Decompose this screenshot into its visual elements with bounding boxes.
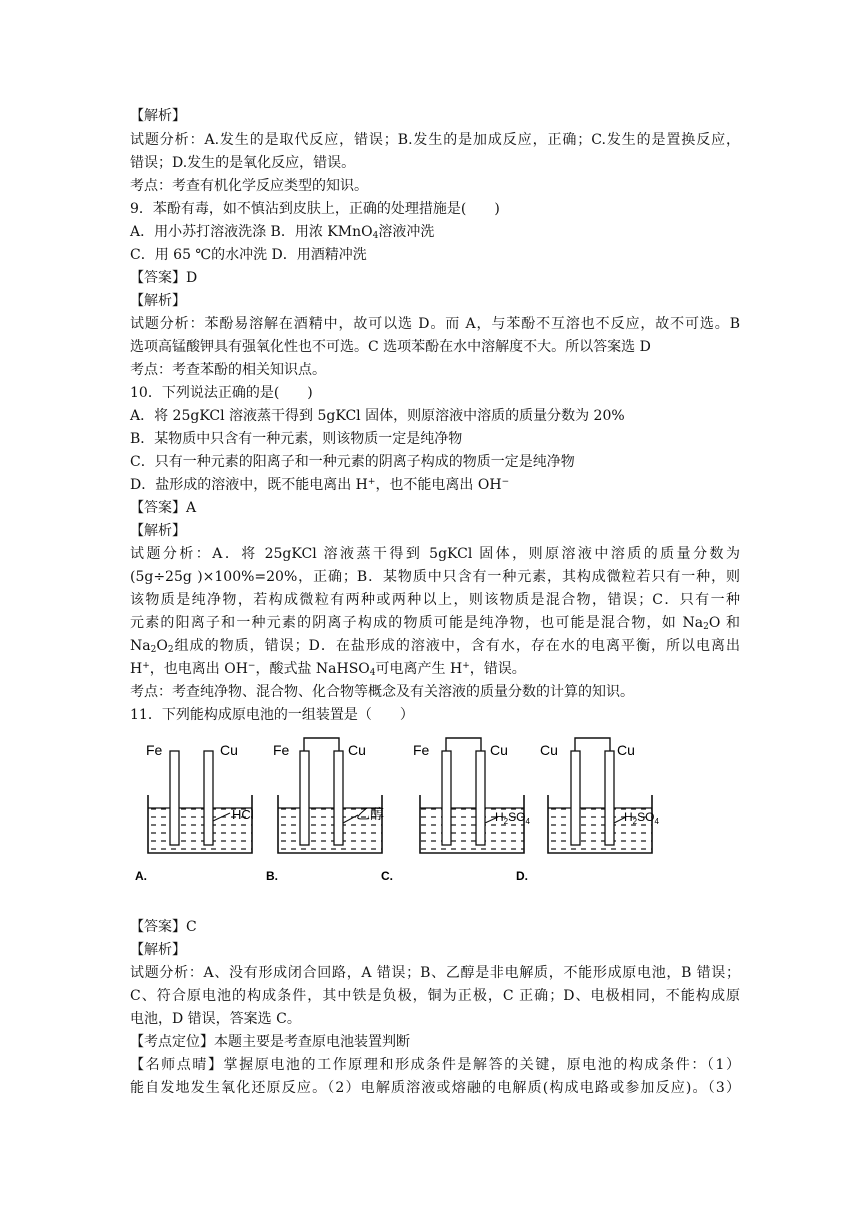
electrode-label-right: Cu [348,742,366,758]
solution-label: HCl [232,807,254,822]
electrode-left [442,751,451,845]
solution-label: $H_2SO_4$ [624,810,659,826]
analysis-text: 错误；D.发生的是氧化反应，错误。 [130,155,356,171]
electrode-right [334,751,343,845]
wire [446,738,481,751]
section-heading-analysis: 【解析】 [130,523,186,539]
analysis-text: 试题分析：A、没有形成闭合回路，A 错误；B、乙醇是非电解质，不能形成原电池，B 错误； [130,965,740,981]
question-9-stem: 9．苯酚有毒，如不慎沾到皮肤上，正确的处理措施是( ) [130,201,500,217]
knowledge-point: 考点：考查苯酚的相关知识点。 [130,362,326,378]
electrode-label-left: Fe [146,742,163,758]
exam-point-location: 【考点定位】本题主要是考查原电池装置判断 [130,1034,410,1050]
solution-label: 乙醇 [356,806,384,822]
option-label: C. [381,869,393,883]
electrode-label-right: Cu [617,742,635,758]
analysis-text: 试题分析：苯酚易溶解在酒精中，故可以选 D。而 A，与苯酚不互溶也不反应，故不可选。B [130,316,740,332]
question-10-option-a: A．将 25gKCl 溶液蒸干得到 5gKCl 固体，则原溶液中溶质的质量分数为 20% [130,408,625,424]
electrode-label-left: Fe [413,742,430,758]
analysis-text: (5g÷25g )×100%=20%，正确；B．某物质中只含有一种元素，其构成微粒若只有一种，则 [130,569,740,585]
apparatus-b [266,738,384,883]
electrode-left [170,751,179,845]
question-10-stem: 10．下列说法正确的是( ) [130,385,313,401]
option-label: B. [266,869,278,883]
apparatus-d [516,738,659,883]
electrode-right [476,751,485,845]
section-heading-analysis: 【解析】 [130,293,186,309]
electrode-label-left: Fe [273,742,290,758]
analysis-text: 该物质是纯净物，若构成微粒有两种或两种以上，则该物质是混合物，错误；C．只有一种 [130,592,740,608]
electrode-label-right: Cu [220,742,238,758]
wire [575,738,610,751]
teacher-comment: 【名师点晴】掌握原电池的工作原理和形成条件是解答的关键，原电池的构成条件：（1） [130,1057,740,1073]
teacher-comment: 能自发地发生氧化还原反应。（2）电解质溶液或熔融的电解质(构成电路或参加反应)。（3） [130,1080,740,1096]
answer-label: 【答案】A [130,500,197,516]
analysis-text: 元素的阳离子和一种元素的阴离子构成的物质可能是纯净物，也可能是混合物，如 $Na_2O$ 和 [130,615,740,632]
knowledge-point: 考点：考查有机化学反应类型的知识。 [130,178,368,194]
section-heading-analysis: 【解析】 [130,108,186,124]
electrode-label-left: Cu [540,742,558,758]
apparatus-c [381,738,530,883]
analysis-text: $Na_2O_2$组成的物质，错误；D．在盐形成的溶液中，含有水，存在水的电离平衡，所以电离出 [130,638,740,655]
galvanic-cell-figure [130,733,690,888]
electrode-right [605,751,614,845]
analysis-text: C、符合原电池的构成条件，其中铁是负极，铜为正极，C 正确；D、电极相同，不能构成原 [130,988,740,1004]
question-10-option-c: C．只有一种元素的阳离子和一种元素的阴离子构成的物质一定是纯净物 [130,454,575,470]
galvanic-cell-diagram [130,733,690,888]
wire [304,738,339,751]
knowledge-point: 考点：考查纯净物、混合物、化合物等概念及有关溶液的质量分数的计算的知识。 [130,684,634,700]
electrode-right [204,751,213,845]
question-9-options-ab: A．用小苏打溶液洗涤 B．用浓 KMnO$_4$溶液冲洗 [130,224,435,241]
electrode-label-right: Cu [490,742,508,758]
analysis-text: 电池，D 错误，答案选 C。 [130,1011,301,1027]
analysis-text: 选项高锰酸钾具有强氧化性也不可选。C 选项苯酚在水中溶解度不大。所以答案选 D [130,339,651,355]
question-9-options-cd: C．用 65 ℃的水冲洗 D．用酒精冲洗 [130,247,367,263]
apparatus-a [135,742,254,883]
analysis-text: H+，也电离出 OH−，酸式盐 NaHSO$_4$可电离产生 H+，错误。 [130,661,526,678]
question-11-stem: 11．下列能构成原电池的一组装置是（ ） [130,707,414,723]
question-10-option-b: B．某物质中只含有一种元素，则该物质一定是纯净物 [130,431,463,447]
answer-label: 【答案】D [130,270,198,286]
option-label: A. [135,869,147,883]
analysis-text: 试题分析：A.发生的是取代反应，错误；B.发生的是加成反应，正确；C.发生的是置换反应， [130,132,740,148]
answer-label: 【答案】C [130,919,197,935]
section-heading-analysis: 【解析】 [130,942,186,958]
electrode-left [300,751,309,845]
solution-label: $H_2SO_4$ [495,810,530,826]
electrode-left [571,751,580,845]
option-label: D. [516,869,528,883]
question-10-option-d: D．盐形成的溶液中，既不能电离出 H+，也不能电离出 OH− [130,477,510,493]
analysis-text: 试题分析：A．将 25gKCl 溶液蒸干得到 5gKCl 固体，则原溶液中溶质的质量分数为 [130,546,740,562]
